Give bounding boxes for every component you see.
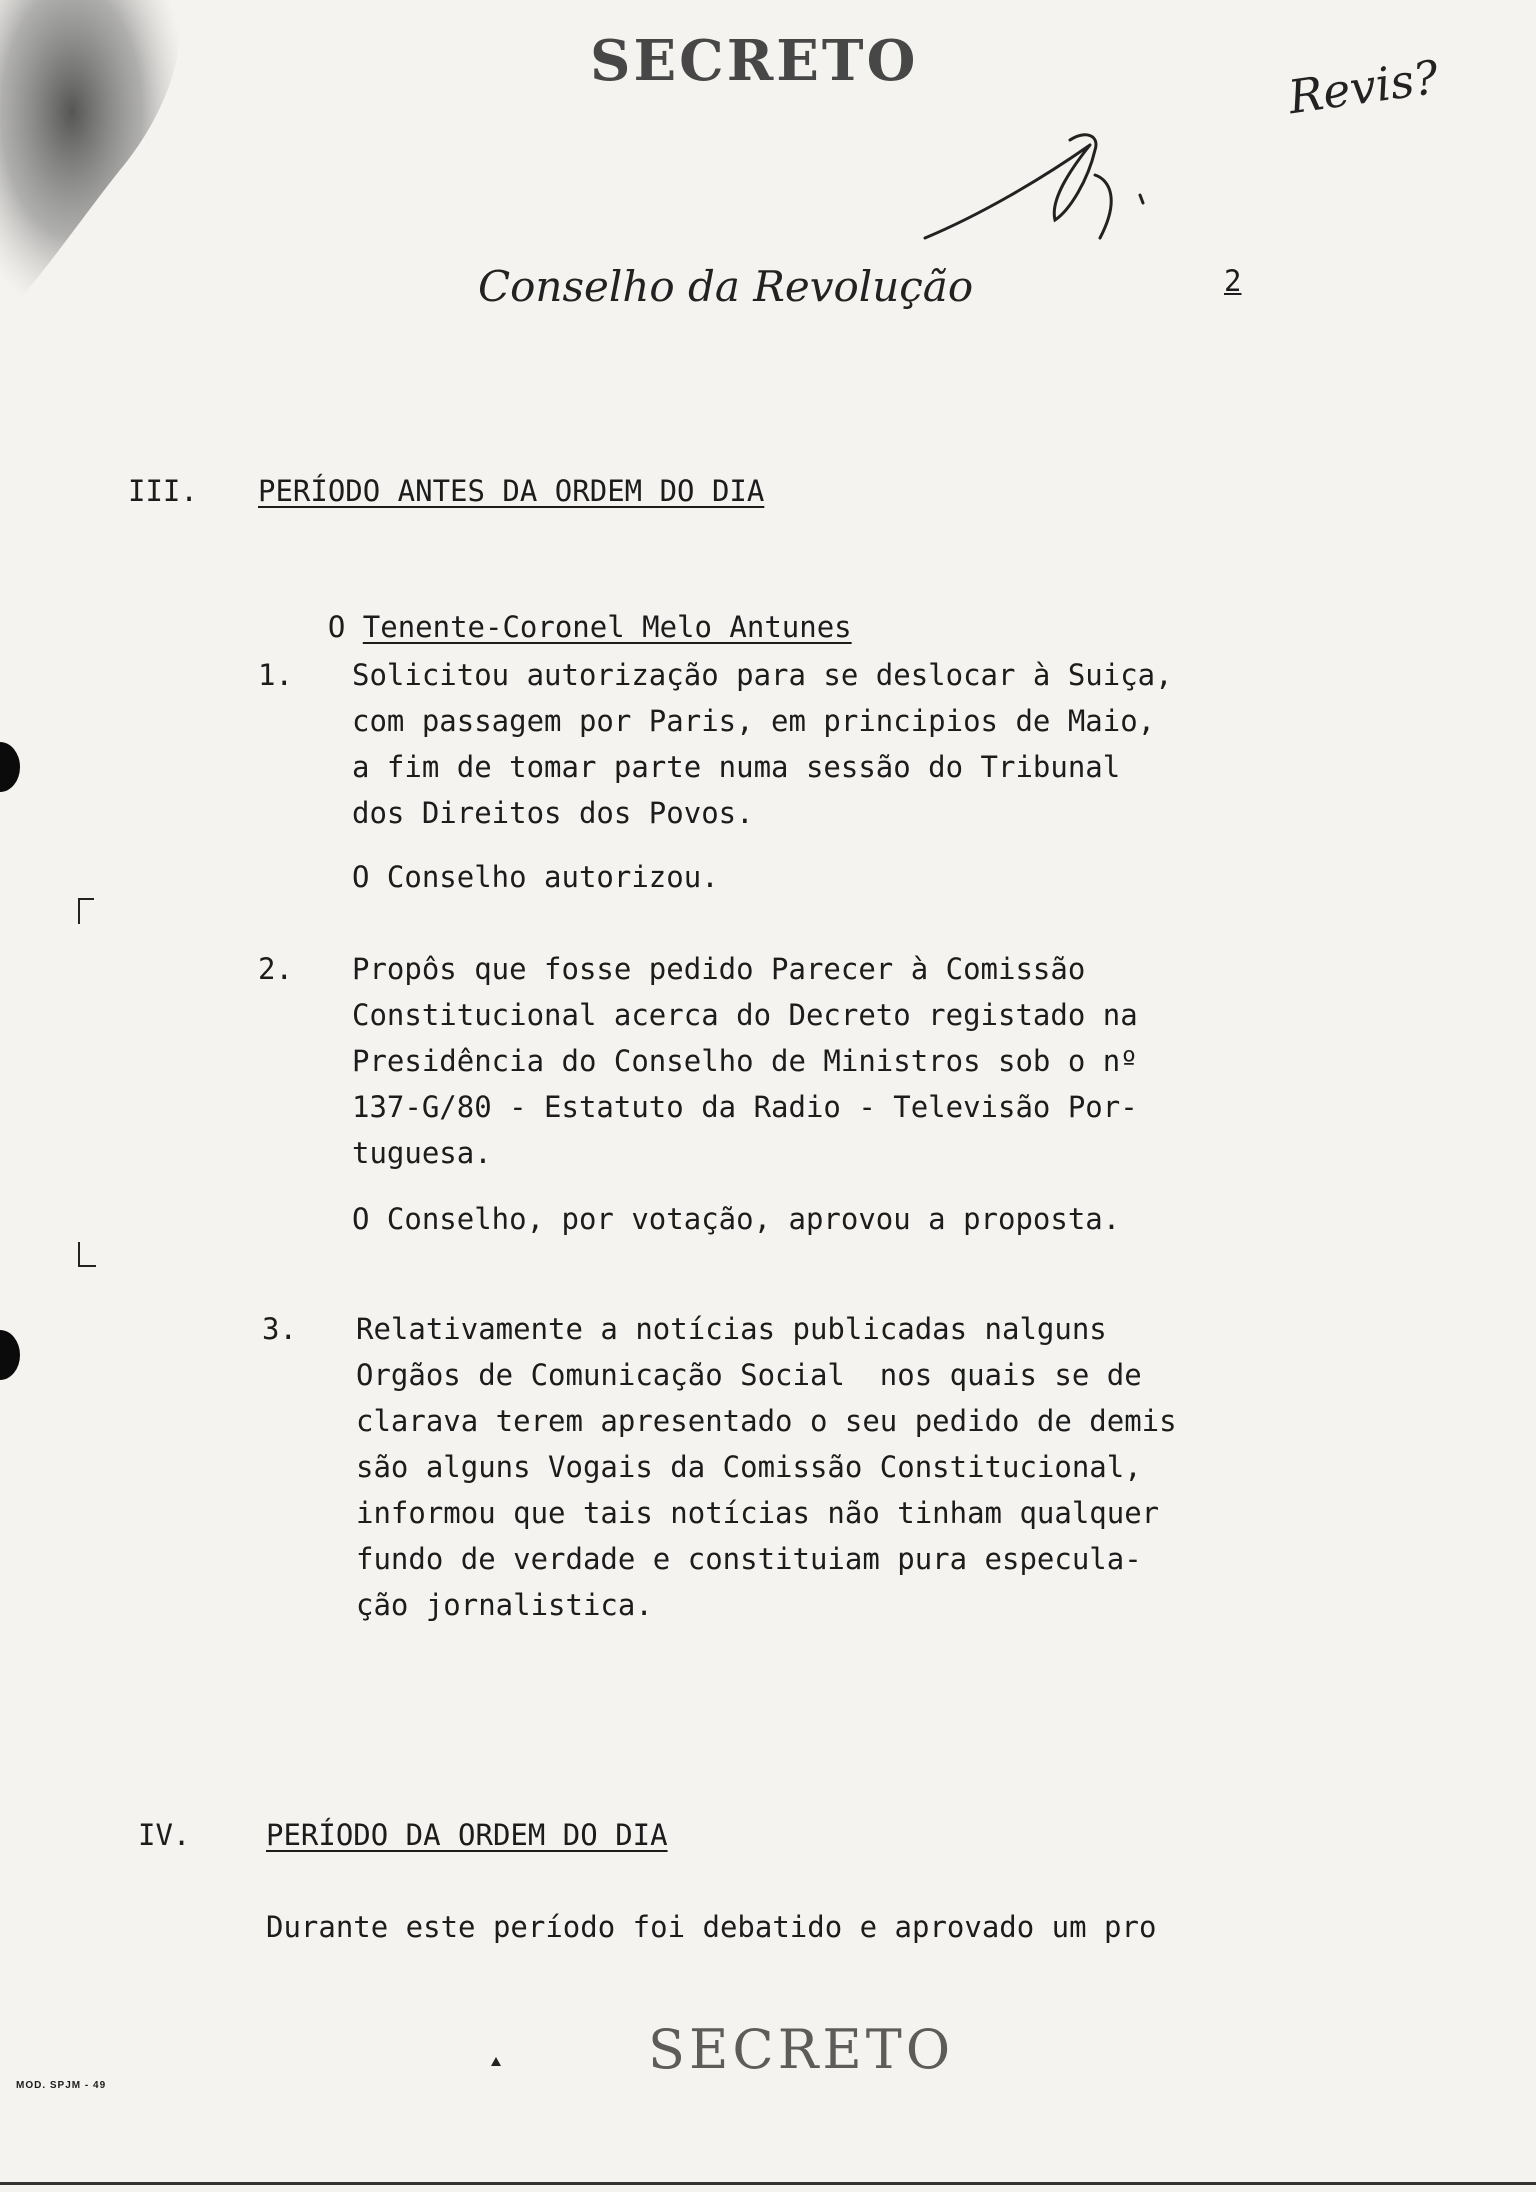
item-line: informou que tais notícias não tinham qualquer [356, 1496, 1160, 1530]
item-line: são alguns Vogais da Comissão Constitucional, [356, 1450, 1142, 1484]
punch-hole [0, 1330, 20, 1380]
item-line: clarava terem apresentado o seu pedido de demis [356, 1404, 1177, 1438]
speaker-name: Tenente-Coronel Melo Antunes [362, 610, 852, 644]
item-text [356, 1306, 1177, 1628]
item-number: 2. [258, 952, 293, 986]
secret-stamp-bottom: SECRETO [648, 2018, 955, 2081]
section-number: IV. [138, 1818, 191, 1852]
item-line: Solicitou autorização para se deslocar à Suiça, [352, 658, 1173, 692]
item-line: a fim de tomar parte numa sessão do Tribunal [352, 750, 1121, 784]
item-number: 3. [262, 1312, 297, 1346]
item-decision: O Conselho, por votação, aprovou a proposta. [352, 1202, 1121, 1236]
secret-stamp-top: SECRETO [590, 28, 919, 94]
smudge-mark [0, 0, 200, 330]
speaker-prefix: O [327, 610, 346, 644]
item-number: 1. [258, 658, 293, 692]
section-number: III. [128, 474, 198, 508]
section-body-line: Durante este período foi debatido e aprovado um pro [266, 1910, 1157, 1944]
item-line: Orgãos de Comunicação Social nos quais se de [356, 1358, 1142, 1392]
punch-hole [0, 742, 20, 792]
crop-mark [76, 1240, 98, 1270]
crop-mark [76, 896, 96, 926]
form-code: MOD. SPJM - 49 [16, 2080, 107, 2091]
item-line: Propôs que fosse pedido Parecer à Comissão [352, 952, 1086, 986]
item-line: Presidência do Conselho de Ministros sob o nº [352, 1044, 1138, 1078]
item-text [352, 946, 1138, 1176]
item-line: Constitucional acerca do Decreto registado na [352, 998, 1138, 1032]
page-number: 2 [1224, 264, 1242, 298]
item-line: fundo de verdade e constituiam pura especula- [356, 1542, 1142, 1576]
page-bottom-edge [0, 2182, 1536, 2185]
item-line: Relativamente a notícias publicadas nalguns [356, 1312, 1107, 1346]
item-line: com passagem por Paris, em principios de Maio, [352, 704, 1156, 738]
item-text [352, 652, 1173, 836]
section-title: PERÍODO DA ORDEM DO DIA [266, 1818, 668, 1852]
item-line: 137-G/80 - Estatuto da Radio - Televisão Por- [352, 1090, 1138, 1124]
section-title: PERÍODO ANTES DA ORDEM DO DIA [258, 474, 765, 508]
item-decision: O Conselho autorizou. [352, 860, 719, 894]
dot-mark [490, 2055, 502, 2067]
letterhead: Conselho da Revolução [478, 262, 974, 311]
item-line: dos Direitos dos Povos. [352, 796, 754, 830]
item-line: tuguesa. [352, 1136, 492, 1170]
signature [920, 120, 1150, 250]
handwritten-annotation: Revis? [1284, 49, 1442, 125]
item-line: ção jornalistica. [356, 1588, 653, 1622]
